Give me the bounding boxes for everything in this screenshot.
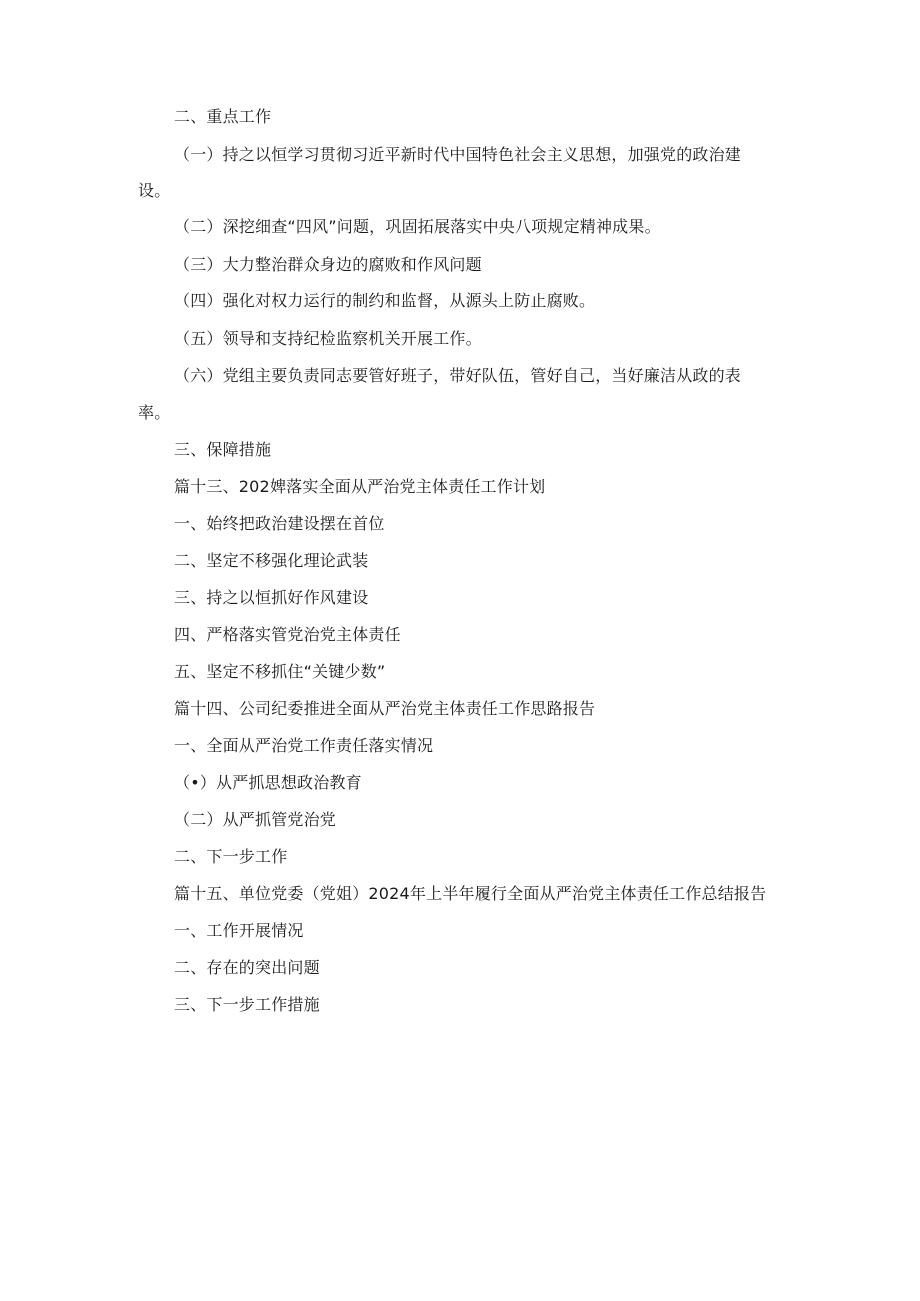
- paragraph-line: （六）党组主要负责同志要管好班子，带好队伍，管好自己，当好廉洁从政的表: [174, 366, 742, 385]
- section-heading: 三、保障措施: [174, 440, 272, 459]
- section-heading: 三、下一步工作措施: [174, 995, 320, 1014]
- section-heading: 二、坚定不移强化理论武装: [174, 551, 369, 570]
- subsection-heading: （•）从严抓思想政治教育: [174, 773, 362, 792]
- paragraph-line: （四）强化对权力运行的制约和监督，从源头上防止腐败。: [174, 291, 596, 310]
- section-heading: 三、持之以恒抓好作风建设: [174, 588, 369, 607]
- paragraph-line-continued: 设。: [138, 181, 171, 200]
- paragraph-line: （五）领导和支持纪检监察机关开展工作。: [174, 329, 482, 348]
- section-heading: 一、全面从严治党工作责任落实情况: [174, 736, 434, 755]
- subsection-heading: （二）从严抓管党治党: [174, 810, 337, 829]
- chapter-title: 篇十五、单位党委（党姐）2024年上半年履行全面从严治党主体责任工作总结报告: [174, 884, 767, 903]
- section-heading: 四、严格落实管党治党主体责任: [174, 625, 401, 644]
- section-heading: 二、重点工作: [174, 107, 272, 126]
- section-heading: 一、始终把政治建设摆在首位: [174, 514, 385, 533]
- paragraph-line: （一）持之以恒学习贯彻习近平新时代中国特色社会主义思想，加强党的政治建: [174, 145, 742, 164]
- paragraph-line-continued: 率。: [138, 403, 171, 422]
- section-heading: 五、坚定不移抓住“关键少数”: [174, 662, 386, 681]
- section-heading: 二、下一步工作: [174, 847, 288, 866]
- chapter-title: 篇十三、202婢落实全面从严治党主体责任工作计划: [174, 477, 546, 496]
- section-heading: 二、存在的突出问题: [174, 958, 320, 977]
- chapter-title: 篇十四、公司纪委推进全面从严治党主体责任工作思路报告: [174, 699, 596, 718]
- paragraph-line: （三）大力整治群众身边的腐败和作风问题: [174, 255, 482, 274]
- paragraph-line: （二）深挖细查“四风”问题，巩固拓展落实中央八项规定精神成果。: [174, 217, 661, 236]
- section-heading: 一、工作开展情况: [174, 921, 304, 940]
